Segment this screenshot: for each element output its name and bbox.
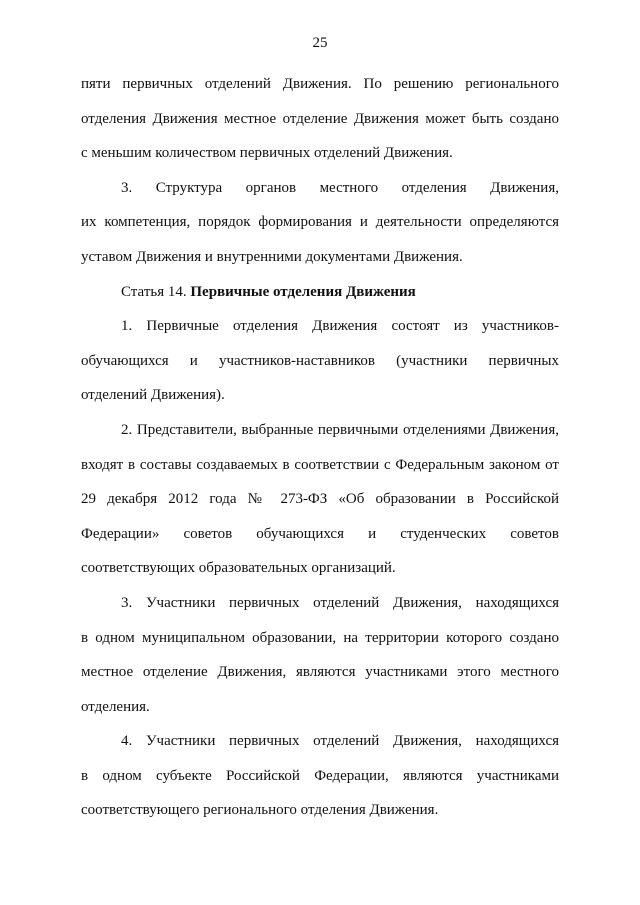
paragraph-continuation xyxy=(81,67,559,171)
text-line: соответствующего регионального отделения Движения. xyxy=(81,802,439,819)
document-body xyxy=(81,67,559,828)
text-line: 29 декабря 2012 года № 273-ФЗ «Об образовании в Российской xyxy=(81,491,559,508)
text-line: уставом Движения и внутренними документами Движения. xyxy=(81,248,463,265)
article-paragraph-4 xyxy=(81,724,559,828)
text-line: отделений Движения). xyxy=(81,387,225,404)
article-number: Статья 14. xyxy=(121,283,187,300)
page-number: 25 xyxy=(312,35,328,51)
text-line: соответствующих образовательных организаций. xyxy=(81,560,396,577)
text-line: Федерации» советов обучающихся и студенческих советов xyxy=(81,525,559,542)
text-line: 1. Первичные отделения Движения состоят из участников- xyxy=(121,318,559,335)
text-line: в одном муниципальном образовании, на территории которого создано xyxy=(81,629,559,646)
text-line: в одном субъекте Российской Федерации, являются участниками xyxy=(81,767,559,784)
article-title: Первичные отделения Движения xyxy=(190,283,416,300)
text-line: отделения Движения местное отделение Движения может быть создано xyxy=(81,110,559,127)
text-line: 3. Участники первичных отделений Движения, находящихся xyxy=(121,594,559,611)
article-paragraph-2 xyxy=(81,413,559,586)
text-line: обучающихся и участников-наставников (участники первичных xyxy=(81,352,559,369)
article-paragraph-3 xyxy=(81,586,559,724)
text-line: пяти первичных отделений Движения. По решению регионального xyxy=(81,76,559,92)
text-line: их компетенция, порядок формирования и деятельности определяются xyxy=(81,214,559,231)
text-line: отделения. xyxy=(81,698,150,715)
text-line: 3. Структура органов местного отделения Движения, xyxy=(121,179,559,196)
paragraph-item-3 xyxy=(81,171,559,275)
text-line: входят в составы создаваемых в соответствии с Федеральным законом от xyxy=(81,456,559,473)
text-line: 4. Участники первичных отделений Движения, находящихся xyxy=(121,733,559,750)
text-line: 2. Представители, выбранные первичными отделениями Движения, xyxy=(121,421,559,438)
article-paragraph-1 xyxy=(81,309,559,413)
text-line: с меньшим количеством первичных отделений Движения. xyxy=(81,145,453,162)
article-heading xyxy=(81,275,559,310)
text-line: местное отделение Движения, являются участниками этого местного xyxy=(81,664,559,681)
